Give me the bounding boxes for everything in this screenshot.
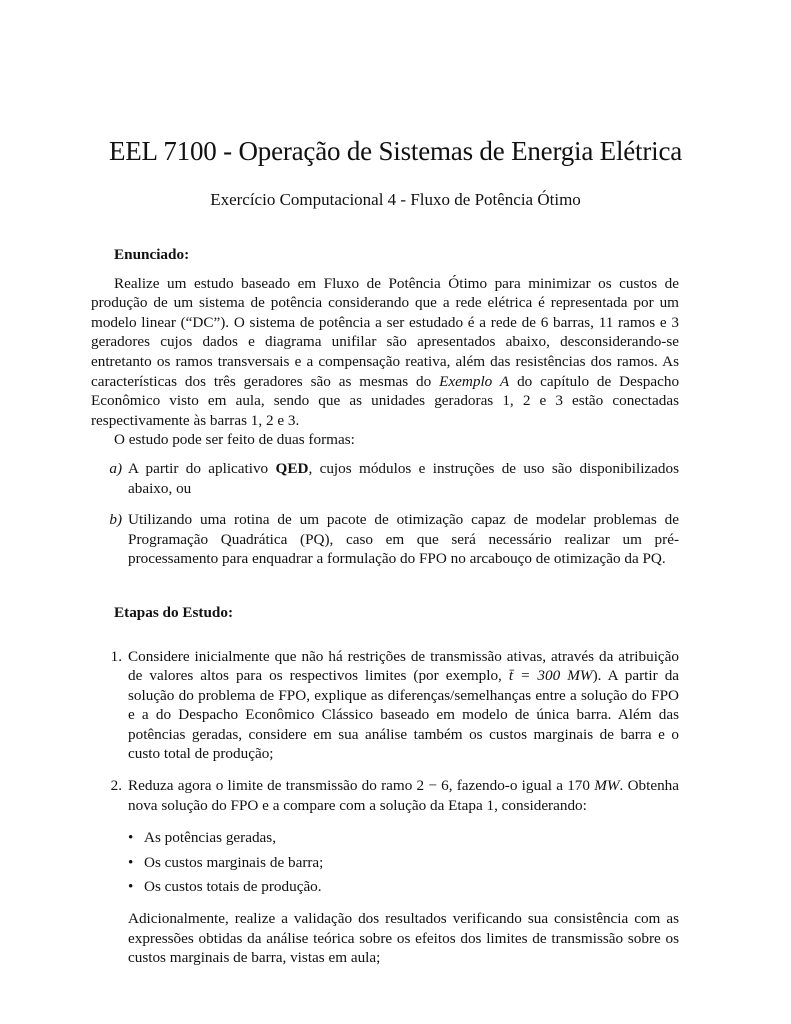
option-a-text: A partir do aplicativo QED, cujos módulos e instruções de uso são disponibilizados abaixo, ou [128, 459, 680, 497]
option-a [91, 459, 679, 498]
enunciado-heading: Enunciado: [114, 246, 190, 263]
option-b-label: b) [109, 511, 122, 529]
option-b [91, 510, 679, 569]
unit-mw: MW [594, 777, 620, 795]
steps-list [91, 647, 679, 968]
document-subtitle: Exercício Computacional 4 - Fluxo de Potência Ótimo [210, 190, 581, 209]
step-2-number: 2. [110, 777, 122, 795]
unit-mw: MW [567, 667, 593, 685]
step-1 [91, 647, 679, 765]
step-1-number: 1. [110, 647, 122, 665]
step-2-body [128, 776, 679, 968]
bullet-icon: • [128, 878, 134, 896]
enunciado-paragraph: Realize um estudo baseado em Fluxo de Potência Ótimo para minimizar os custos de produção de um sistema de potência considerando que a rede elétrica é representada por um modelo linear (“DC”). O sistema de potência a ser estudado é a rede de 6 barras, 11 ramos e 3 geradores cujos dados e diagrama unifilar são apresentados abaixo, desconsiderando-se entretanto os ramos transversais e a compensação reativa, além das resistências dos ramos. As características dos três geradores são as mesmas do Exemplo A do capítulo de Despacho Econômico visto em aula, sendo que as unidades geradoras 1, 2 e 3 estão conectadas respectivamente às barras 1, 2 e 3. [91, 274, 680, 429]
bullet-icon: • [128, 829, 134, 847]
qed-app-name: QED [275, 459, 309, 477]
list-item: • Os custos totais de produção. [128, 878, 322, 896]
document-body [91, 245, 679, 968]
comparison-list [128, 828, 679, 897]
document-title: EEL 7100 - Operação de Sistemas de Energia Elétrica [108, 136, 683, 166]
option-b-text: Utilizando uma rotina de um pacote de otimização capaz de modelar problemas de Programação Quadrática (PQ), caso em que será necessário realizar um pré-processamento para enquadrar a formulação do FPO no arcabouço de otimização da PQ. [128, 511, 679, 568]
step-2 [91, 776, 679, 968]
bullet-icon: • [128, 853, 134, 871]
option-a-label: a) [109, 459, 122, 477]
step-1-text: Considere inicialmente que não há restrições de transmissão ativas, através da atribuição de valores altos para os respectivos limites (por exemplo, t̄ = 300 MW). A partir da solução do problema de FPO, explique as diferenças/semelhanças entre a solução do FPO e a do Despacho Econômico Clássico baseado em modelo de única barra. Além das potências geradas, considere em sua análise também os custos marginais de barra e o custo total de produção; [128, 647, 680, 763]
step-2-text: Reduza agora o limite de transmissão do ramo 2 − 6, fazendo-o igual a 170 MW. Obtenha nova solução do FPO e a compare com a solução da Etapa 1, considerando: [128, 777, 680, 814]
etapas-heading: Etapas do Estudo: [114, 603, 234, 621]
example-reference: Exemplo A [439, 372, 510, 390]
list-item: • As potências geradas, [128, 829, 277, 847]
list-item: • Os custos marginais de barra; [128, 853, 324, 871]
enunciado-forms-intro: O estudo pode ser feito de duas formas: [114, 431, 355, 449]
limit-expression: t̄ = 300 [508, 667, 561, 685]
step-2-closing: Adicionalmente, realize a validação dos resultados verificando sua consistência com as expressões obtidas da análise teórica sobre os efeitos dos limites de transmissão sobre os custos marginais de barra, vistas em aula; [128, 910, 679, 967]
